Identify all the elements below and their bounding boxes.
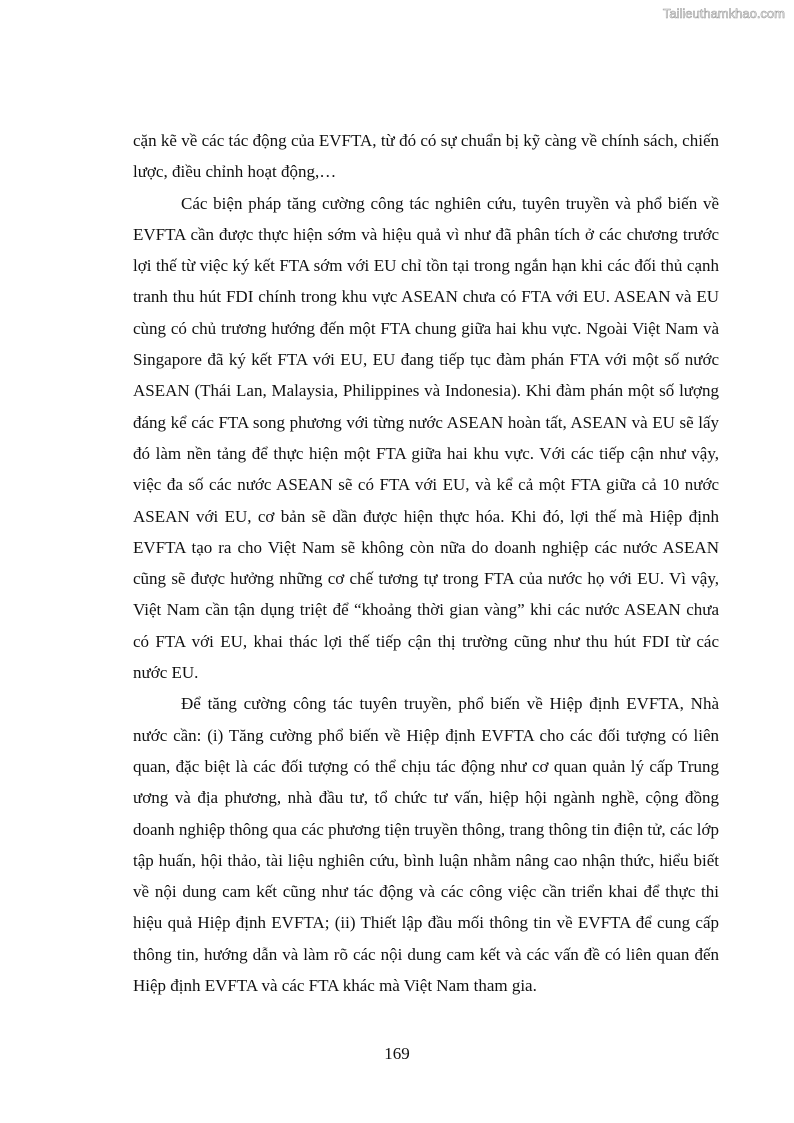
paragraph-continuation: cặn kẽ về các tác động của EVFTA, từ đó có sự chuẩn bị kỹ càng về chính sách, chiến lược, điều chỉnh hoạt động,…: [133, 131, 719, 182]
paragraph-research-measures: Các biện pháp tăng cường công tác nghiên cứu, tuyên truyền và phổ biến về EVFTA cần được thực hiện sớm và hiệu quả vì như đã phân tích ở các chương trước lợi thế từ việc ký kết FTA sớm với EU chỉ tồn tại trong ngắn hạn khi các đối thủ cạnh tranh thu hút FDI chính trong khu vực ASEAN chưa có FTA với EU. ASEAN và EU cùng có chủ trương hướng đến một FTA chung giữa hai khu vực. Ngoài Việt Nam và Singapore đã ký kết FTA với EU, EU đang tiếp tục đàm phán FTA với một số nước ASEAN (Thái Lan, Malaysia, Philippines và Indonesia). Khi đàm phán một số lượng đáng kể các FTA song phương với từng nước ASEAN hoàn tất, ASEAN và EU sẽ lấy đó làm nền tảng để thực hiện một FTA giữa hai khu vực. Với các tiếp cận như vậy, việc đa số các nước ASEAN sẽ có FTA với EU, và kể cả một FTA giữa cả 10 nước ASEAN với EU, cơ bản sẽ dần được hiện thực hóa. Khi đó, lợi thế mà Hiệp định EVFTA tạo ra cho Việt Nam sẽ không còn nữa do doanh nghiệp các nước ASEAN cũng sẽ được hưởng những cơ chế tương tự trong FTA của nước họ với EU. Vì vậy, Việt Nam cần tận dụng triệt để “khoảng thời gian vàng” khi các nước ASEAN chưa có FTA với EU, khai thác lợi thế tiếp cận thị trường cũng như thu hút FDI từ các nước EU.: [133, 193, 719, 683]
document-body: [133, 125, 719, 1001]
page-number: 169: [384, 1044, 410, 1063]
paragraph-state-dissemination: Để tăng cường công tác tuyên truyền, phổ biến về Hiệp định EVFTA, Nhà nước cần: (i) Tăng cường phổ biến về Hiệp định EVFTA cho các đối tượng có liên quan, đặc biệt là các đối tượng có thể chịu tác động như cơ quan quản lý cấp Trung ương và địa phương, nhà đầu tư, tổ chức tư vấn, hiệp hội ngành nghề, cộng đồng doanh nghiệp thông qua các phương tiện truyền thông, trang thông tin điện tử, các lớp tập huấn, hội thảo, tài liệu nghiên cứu, bình luận nhằm nâng cao nhận thức, hiểu biết về nội dung cam kết cũng như tác động và các công việc cần triển khai để thực thi hiệu quả Hiệp định EVFTA; (ii) Thiết lập đầu mối thông tin về EVFTA để cung cấp thông tin, hướng dẫn và làm rõ các nội dung cam kết và các vấn đề có liên quan đến Hiệp định EVFTA và các FTA khác mà Việt Nam tham gia.: [133, 694, 719, 996]
watermark-text: Tailieuthamkhao.com: [662, 6, 785, 21]
